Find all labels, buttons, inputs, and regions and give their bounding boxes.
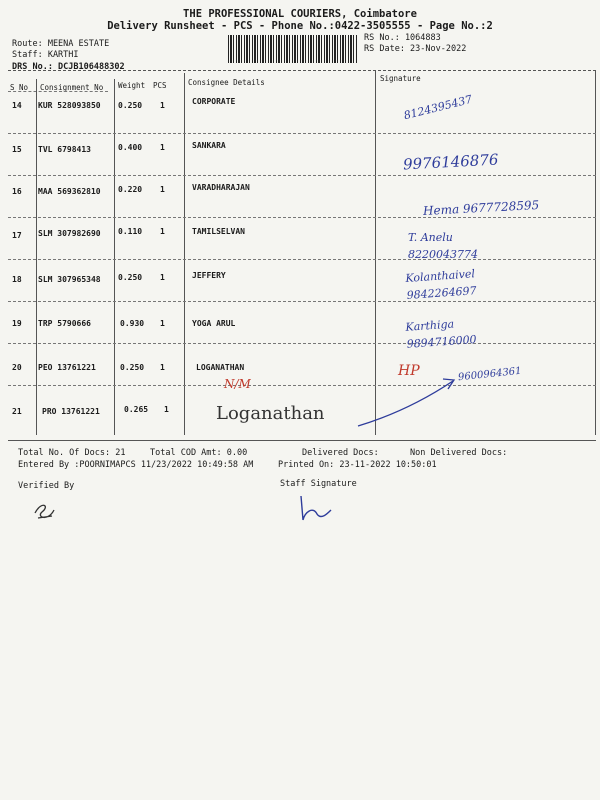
row-sno: 20 (12, 363, 22, 372)
entered-by: Entered By :POORNIMAPCS 11/23/2022 10:49:58 AM (18, 460, 254, 470)
row-consignment: PRO 13761221 (42, 407, 100, 416)
row-pcs: 1 (160, 143, 165, 152)
row-consignment: PEO 13761221 (38, 363, 96, 372)
col-header-consignee: Consignee Details (188, 78, 265, 87)
row-consignee: LOGANATHAN (196, 363, 245, 372)
runsheet-table (8, 70, 596, 435)
row-pcs: 1 (164, 405, 169, 414)
row-weight: 0.930 (120, 319, 145, 328)
row-pcs: 1 (160, 227, 165, 236)
col-header-weight: Weight (118, 81, 146, 90)
row-weight: 0.265 (124, 405, 149, 414)
staff-signature-label: Staff Signature (280, 479, 357, 489)
row-consignment: SLM 307965348 (38, 275, 101, 284)
col-header-signature: Signature (380, 74, 421, 83)
row-consignment: TRP 5790666 (38, 319, 91, 328)
row-consignment: TVL 6798413 (38, 145, 91, 154)
row-consignee: SANKARA (192, 141, 226, 150)
row-consignee: CORPORATE (192, 97, 236, 106)
total-docs: Total No. Of Docs: 21 (18, 448, 126, 458)
row-weight: 0.110 (118, 227, 143, 236)
runsheet-subtitle: Delivery Runsheet - PCS - Phone No.:0422-3505555 - Page No.:2 (107, 20, 493, 32)
row-consignment: SLM 307982690 (38, 229, 101, 238)
barcode-image (228, 35, 358, 63)
drs-number: DRS No.: DCJB106488302 (12, 62, 125, 72)
row-pcs: 1 (160, 185, 165, 194)
handwritten-signature: T. Anelu 8220043774 (408, 231, 478, 261)
staff-signature-mark (295, 490, 335, 526)
non-delivered-docs: Non Delivered Docs: (410, 448, 508, 458)
delivered-docs: Delivered Docs: (302, 448, 379, 458)
col-header-consignment: Consignment No (40, 83, 104, 92)
row-consignee: VARADHARAJAN (192, 183, 250, 192)
company-title: THE PROFESSIONAL COURIERS, Coimbatore (183, 8, 417, 20)
row-pcs: 1 (160, 319, 165, 328)
row-weight: 0.250 (118, 101, 143, 110)
row-sno: 15 (12, 145, 22, 154)
handwritten-note: N/M (224, 377, 251, 391)
row-consignee: TAMILSELVAN (192, 227, 245, 236)
col-header-sno: S No (10, 83, 29, 92)
row-sno: 16 (12, 187, 22, 196)
handwritten-signature: Hema 9677728595 (422, 197, 540, 219)
handwritten-hp: HP (398, 363, 420, 379)
handwritten-consignee-name: Loganathan (216, 403, 325, 424)
handwritten-signature: 8124395437 (402, 92, 474, 123)
row-pcs: 1 (160, 273, 165, 282)
row-consignment: MAA 569362810 (38, 187, 101, 196)
row-weight: 0.250 (120, 363, 145, 372)
row-consignee: YOGA ARUL (192, 319, 236, 328)
route-label: Route: MEENA ESTATE (12, 39, 110, 49)
handwritten-arrow (348, 371, 468, 431)
total-cod: Total COD Amt: 0.00 (150, 448, 248, 458)
row-weight: 0.400 (118, 143, 143, 152)
row-consignee: JEFFERY (192, 271, 226, 280)
rs-number: RS No.: 1064883 (364, 33, 441, 43)
row-weight: 0.220 (118, 185, 143, 194)
row-consignment: KUR 528093850 (38, 101, 101, 110)
handwritten-signature: 9976146876 (402, 150, 499, 174)
col-header-pcs: PCS (153, 81, 167, 90)
row-sno: 19 (12, 319, 22, 328)
row-weight: 0.250 (118, 273, 143, 282)
row-pcs: 1 (160, 101, 165, 110)
row-sno: 14 (12, 101, 22, 110)
handwritten-signature: Kolanthaivel 9842264697 (405, 267, 477, 302)
row-sno: 21 (12, 407, 22, 416)
handwritten-signature: Karthiga 9894716000 (405, 317, 478, 351)
row-sno: 18 (12, 275, 22, 284)
printed-on: Printed On: 23-11-2022 10:50:01 (278, 460, 437, 470)
row-pcs: 1 (160, 363, 165, 372)
verified-signature-mark (30, 498, 60, 524)
row-sno: 17 (12, 231, 22, 240)
staff-label: Staff: KARTHI (12, 50, 79, 60)
rs-date: RS Date: 23-Nov-2022 (364, 44, 467, 54)
verified-by-label: Verified By (18, 481, 75, 491)
handwritten-signature: 9600964361 (457, 365, 523, 384)
